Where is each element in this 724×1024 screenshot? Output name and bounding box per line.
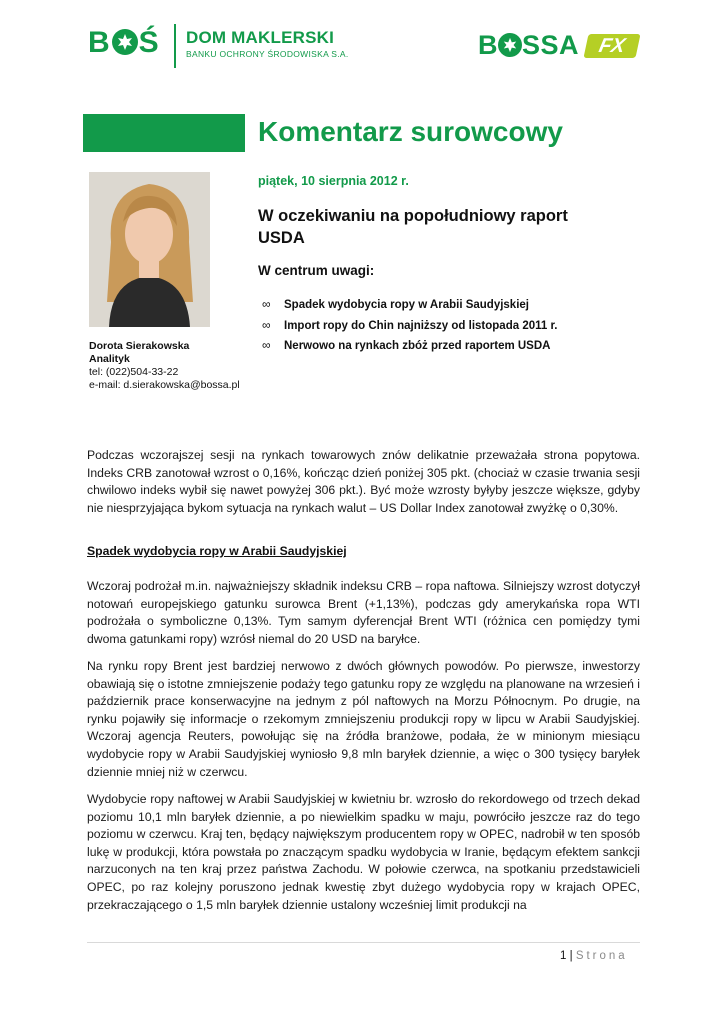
intro-paragraph: Podczas wczorajszej sesji na rynkach towarowych znów delikatnie przeważała strona popytowa. Indeks CRB zanotował wzrost o 0,16%, kończąc dzień poniżej 305 pkt. (chociaż w czasie trwania sesji chwilowo indeks wybił się nawet powyżej 306 pkt.). Być może wzrosty byłyby jeszcze większe, gdyby nie niesprzyjająca bykom sytuacja na rynkach walut – US Dollar Index zanotował zwyżkę o 0,30%. (87, 448, 640, 515)
bossa-logo-ssa: SSA (522, 30, 580, 60)
analyst-info (89, 340, 240, 392)
infinity-bullet-icon: ∞ (262, 297, 271, 311)
page-title: Komentarz surowcowy (258, 116, 563, 147)
list-item (262, 296, 558, 317)
bullet-text: Import ropy do Chin najniższy od listopada 2011 r. (284, 319, 558, 332)
list-item (262, 337, 558, 358)
focus-list (262, 296, 558, 358)
focus-label: W centrum uwagi: (258, 263, 375, 278)
bos-logo-b: B (88, 26, 111, 59)
leaf-icon (112, 29, 138, 55)
page-label: Strona (575, 950, 628, 962)
footer-separator: | (569, 950, 573, 962)
analyst-name: Dorota Sierakowska (89, 340, 190, 352)
footer-divider (87, 942, 640, 943)
infinity-bullet-icon: ∞ (262, 317, 271, 332)
bossa-leaf-icon (498, 33, 522, 57)
bos-logo (88, 26, 160, 60)
report-headline: W oczekiwaniu na popołudniowy raport USDA (258, 207, 568, 247)
dom-maklerski-subtitle: BANKU OCHRONY ŚRODOWISKA S.A. (186, 49, 349, 59)
paragraph-2: Na rynku ropy Brent jest bardziej nerwowo z dwóch głównych powodów. Po pierwsze, inwestorzy obawiają się o istotne zmniejszenie podaży tego gatunku ropy ze względu na planowane na wrzesień i październik prace konserwacyjne na jednym z pól naftowych na Morzu Północnym. Po drugie, na rynku pojawiły się informacje o rzekomym zmniejszeniu produkcji ropy w lipcu w Arabii Saudyjskiej. Wczoraj agencja Reuters, powołując się na źródła branżowe, podała, że w minionym miesiącu wydobycie ropy w Arabii Saudyjskiej wyniosło 9,8 mln baryłek dziennie, a więc o 300 tysięcy baryłek dziennie mniej niż w czerwcu. (87, 659, 640, 779)
bossa-logo-b: B (478, 30, 498, 60)
title-accent-bar (83, 114, 245, 152)
dom-maklerski-title: DOM MAKLERSKI (186, 28, 335, 47)
bos-logo-s: Ś (138, 26, 160, 59)
infinity-bullet-icon: ∞ (262, 338, 271, 352)
bullet-text: Spadek wydobycia ropy w Arabii Saudyjskiej (284, 299, 529, 311)
paragraph-1: Wczoraj podrożał m.in. najważniejszy składnik indeksu CRB – ropa naftowa. Silniejszy wzrost dotyczył notowań europejskiego gatunku surowca Brent (+1,13%), podczas gdy amerykańska ropa WTI podrożała o symboliczne 0,13%. Tym samym dyferencjał Brent WTI (różnica cen pomiędzy tymi dwoma gatunkami ropy) wzrósł niemal do 20 USD na baryłce. (87, 579, 640, 646)
page-number: 1 (560, 950, 567, 962)
bullet-text: Nerwowo na rynkach zbóż przed raportem USDA (284, 340, 551, 352)
analyst-photo (89, 172, 210, 327)
analyst-phone: tel: (022)504-33-22 (89, 366, 179, 378)
analyst-role: Analityk (89, 353, 130, 365)
analyst-email[interactable]: e-mail: d.sierakowska@bossa.pl (89, 379, 240, 391)
paragraph-3: Wydobycie ropy naftowej w Arabii Saudyjskiej w kwietniu br. wzrosło do rekordowego od trzech dekad poziomu 10,1 mln baryłek dziennie, a po niewielkim spadku w maju, powróciło jeszcze raz do tego poziomu w czerwcu. Kraj ten, będący największym producentem ropy w OPEC, nadrobił w ten sposób lukę w produkcji, która powstała po znaczącym spadku wydobycia w Iranie, będącym efektem sankcji narzuconych na ten kraj przez państwa Zachodu. W połowie czerwca, na spotkaniu przedstawicieli OPEC, po raz kolejny poruszono jednak kwestię zbyt dużego wydobycia ropy w krajach OPEC, przekraczającego o 1,5 mln baryłek dziennie ustalony wcześniej limit produkcji na (87, 792, 640, 912)
bossa-logo (478, 30, 579, 61)
logo-divider (174, 24, 176, 68)
report-date: piątek, 10 sierpnia 2012 r. (258, 174, 409, 188)
list-item (262, 317, 558, 338)
page-footer (560, 950, 628, 962)
section-heading: Spadek wydobycia ropy w Arabii Saudyjskiej (87, 544, 347, 558)
fx-badge: FX (583, 34, 640, 58)
